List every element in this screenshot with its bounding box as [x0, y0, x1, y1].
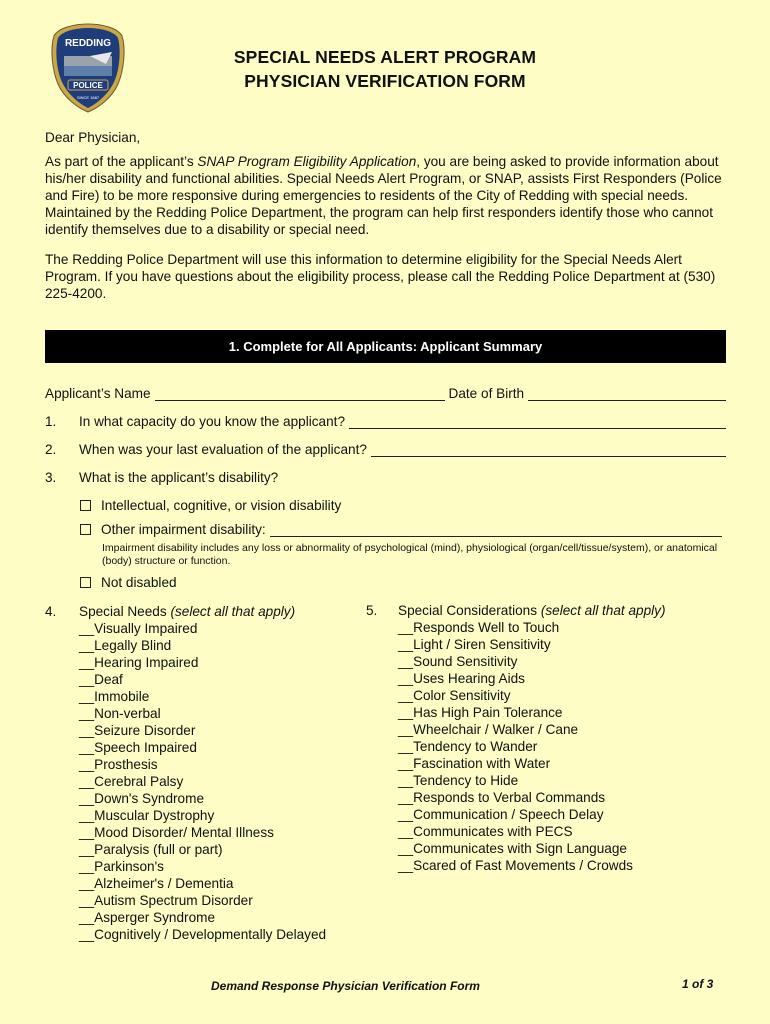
badge-center-text: POLICE [73, 81, 103, 90]
badge-bottom-text: SINCE 1887 [76, 95, 100, 100]
special-consideration-option[interactable]: __ Fascination with Water [398, 755, 633, 772]
special-need-option[interactable]: __ Muscular Dystrophy [79, 807, 326, 824]
special-consideration-option[interactable]: __ Communicates with PECS [398, 823, 633, 840]
special-need-option[interactable]: __ Autism Spectrum Disorder [79, 892, 326, 909]
special-consideration-option[interactable]: __ Responds to Verbal Commands [398, 789, 633, 806]
special-need-option[interactable]: __ Hearing Impaired [79, 654, 326, 671]
form-title-line2: PHYSICIAN VERIFICATION FORM [244, 71, 526, 91]
question-text: What is the applicant’s disability? [79, 470, 279, 485]
special-consideration-option[interactable]: __ Has High Pain Tolerance [398, 704, 633, 721]
question-number: 1. [45, 414, 57, 429]
intro-prefix: As part of the applicant’s [45, 154, 198, 169]
applicant-name-field[interactable] [155, 387, 445, 401]
other-impairment-field[interactable] [270, 523, 722, 537]
police-badge-logo [50, 22, 126, 114]
question-1-row [45, 411, 726, 429]
footer-form-name: Demand Response Physician Verification Form [211, 979, 480, 993]
special-need-option[interactable]: __ Immobile [79, 688, 326, 705]
special-considerations-label: Special Considerations [398, 603, 541, 618]
special-needs-list [79, 620, 326, 943]
intro-rest: , you are being asked to provide information about his/her disability and functional abilities. Special Needs Alert Program, or SNAP, assists First Responders (Police and Fire) to be more responsive during emergencies to residents of the City of Redding with special needs. Maintained by the Redding Police Department, the program can help first responders identify those who cannot identify themselves due to a disability or special need. [45, 154, 722, 237]
special-consideration-option[interactable]: __ Communication / Speech Delay [398, 806, 633, 823]
special-need-option[interactable]: __ Paralysis (full or part) [79, 841, 326, 858]
dob-field[interactable] [528, 387, 726, 401]
intro-application-name: SNAP Program Eligibility Application [197, 154, 417, 169]
intellectual-checkbox[interactable] [80, 500, 91, 511]
special-need-option[interactable]: __ Visually Impaired [79, 620, 326, 637]
special-considerations-number: 5. [366, 603, 378, 618]
capacity-field[interactable] [349, 415, 726, 429]
form-title-line1: SPECIAL NEEDS ALERT PROGRAM [233, 47, 537, 67]
question-number: 2. [45, 442, 57, 457]
option-label: Other impairment disability: [101, 521, 266, 537]
special-need-option[interactable]: __ Cognitively / Developmentally Delayed [79, 926, 326, 943]
eligibility-paragraph: The Redding Police Department will use this information to determine eligibility for the Special Needs Alert Program. If you have questions about the eligibility process, please call the Redding Police Department at (530) 225-4200. [45, 252, 716, 301]
special-consideration-option[interactable]: __ Uses Hearing Aids [398, 670, 633, 687]
question-3-row [45, 467, 726, 485]
special-need-option[interactable]: __ Alzheimer's / Dementia [79, 875, 326, 892]
special-considerations-list [398, 619, 633, 874]
question-text: When was your last evaluation of the applicant? [79, 442, 367, 457]
special-need-option[interactable]: __ Deaf [79, 671, 326, 688]
special-consideration-option[interactable]: __ Scared of Fast Movements / Crowds [398, 857, 633, 874]
special-need-option[interactable]: __ Speech Impaired [79, 739, 326, 756]
option-intellectual[interactable] [80, 498, 341, 513]
other-impairment-checkbox[interactable] [80, 524, 91, 535]
section-header: 1. Complete for All Applicants: Applicant Summary [45, 330, 726, 363]
special-need-option[interactable]: __ Prosthesis [79, 756, 326, 773]
special-need-option[interactable]: __ Non-verbal [79, 705, 326, 722]
question-text: In what capacity do you know the applicant? [79, 414, 346, 429]
special-need-option[interactable]: __ Cerebral Palsy [79, 773, 326, 790]
special-needs-hint: (select all that apply) [170, 604, 296, 619]
special-considerations-heading [398, 602, 666, 619]
option-label: Not disabled [101, 575, 177, 590]
special-consideration-option[interactable]: __ Sound Sensitivity [398, 653, 633, 670]
option-label: Intellectual, cognitive, or vision disability [101, 498, 342, 513]
special-needs-label: Special Needs [79, 604, 171, 619]
special-consideration-option[interactable]: __ Tendency to Wander [398, 738, 633, 755]
special-need-option[interactable]: __ Parkinson's [79, 858, 326, 875]
special-consideration-option[interactable]: __ Responds Well to Touch [398, 619, 633, 636]
special-consideration-option[interactable]: __ Communicates with Sign Language [398, 840, 633, 857]
special-consideration-option[interactable]: __ Wheelchair / Walker / Cane [398, 721, 633, 738]
option-not-disabled[interactable] [80, 575, 177, 590]
option-other[interactable] [80, 521, 722, 537]
question-number: 3. [45, 470, 57, 485]
question-2-row [45, 439, 726, 457]
special-consideration-option[interactable]: __ Color Sensitivity [398, 687, 633, 704]
greeting: Dear Physician, [45, 130, 141, 145]
page-number: 1 of 3 [682, 977, 714, 991]
special-considerations-hint: (select all that apply) [540, 603, 666, 618]
intro-paragraph [45, 153, 725, 238]
special-consideration-option[interactable]: __ Light / Siren Sensitivity [398, 636, 633, 653]
special-need-option[interactable]: __ Seizure Disorder [79, 722, 326, 739]
applicant-info-row [45, 383, 726, 401]
applicant-name-label: Applicant’s Name [45, 386, 151, 401]
badge-top-text: REDDING [64, 38, 112, 49]
special-need-option[interactable]: __ Mood Disorder/ Mental Illness [79, 824, 326, 841]
special-need-option[interactable]: __ Asperger Syndrome [79, 909, 326, 926]
special-consideration-option[interactable]: __ Tendency to Hide [398, 772, 633, 789]
special-needs-heading [79, 603, 295, 620]
impairment-note: Impairment disability includes any loss or abnormality of psychological (mind), physiological (organ/cell/tissue/system), or anatomical (body) structure or function. [102, 542, 718, 567]
special-needs-number: 4. [45, 604, 57, 619]
dob-label: Date of Birth [448, 386, 525, 401]
last-evaluation-field[interactable] [371, 443, 726, 457]
special-need-option[interactable]: __ Down's Syndrome [79, 790, 326, 807]
not-disabled-checkbox[interactable] [80, 577, 91, 588]
special-need-option[interactable]: __ Legally Blind [79, 637, 326, 654]
